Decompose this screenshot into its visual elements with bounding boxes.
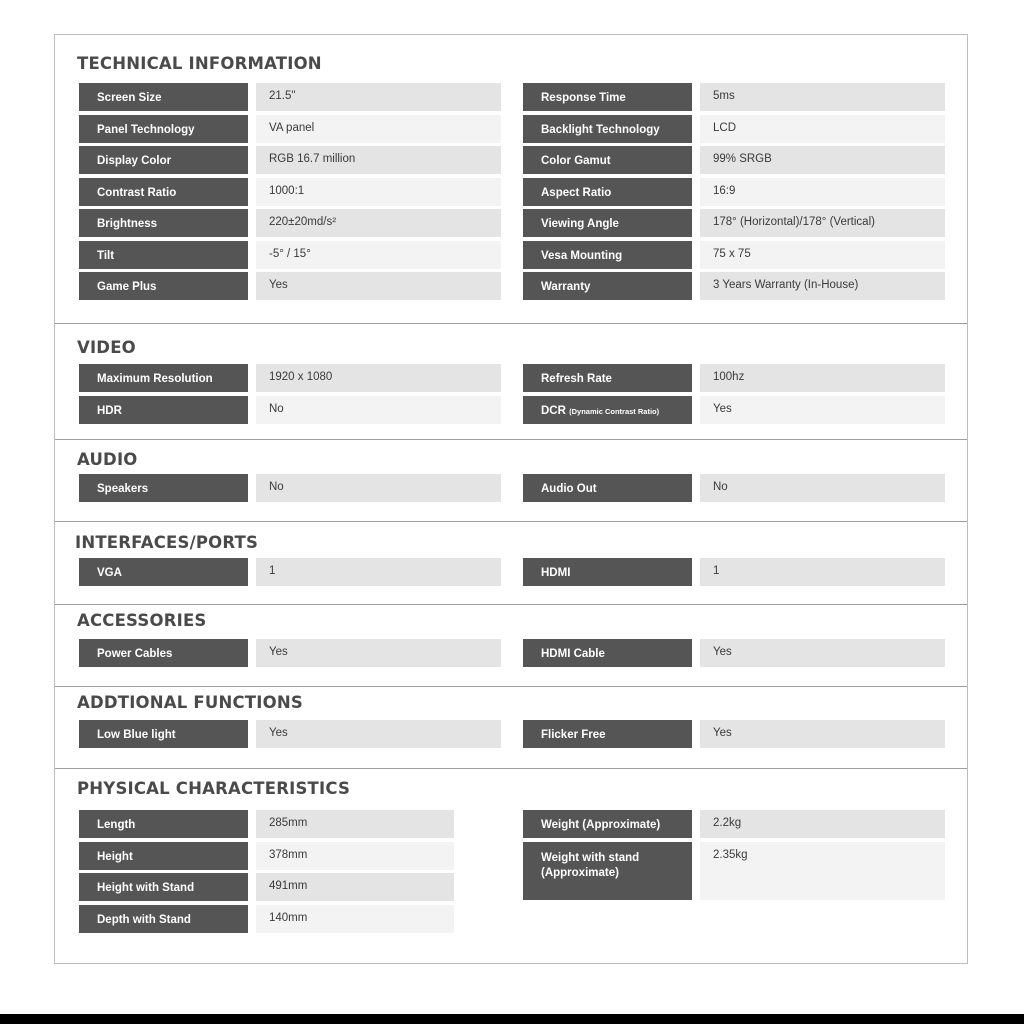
spec-label: Game Plus bbox=[79, 272, 248, 300]
spec-value: VA panel bbox=[256, 115, 501, 143]
spec-label-main: DCR bbox=[541, 404, 566, 417]
spec-label: Panel Technology bbox=[79, 115, 248, 143]
spec-label: Refresh Rate bbox=[523, 364, 692, 392]
section-technical-information bbox=[55, 35, 967, 324]
spec-label: Speakers bbox=[79, 474, 248, 502]
section-title: ACCESSORIES bbox=[77, 611, 207, 630]
spec-value: 285mm bbox=[256, 810, 454, 838]
spec-label: Response Time bbox=[523, 83, 692, 111]
spec-label: Power Cables bbox=[79, 639, 248, 667]
section-audio bbox=[55, 440, 967, 522]
spec-label: Audio Out bbox=[523, 474, 692, 502]
spec-value: Yes bbox=[256, 639, 501, 667]
spec-label: HDR bbox=[79, 396, 248, 424]
section-additional-functions bbox=[55, 687, 967, 769]
spec-label: Display Color bbox=[79, 146, 248, 174]
spec-label: Warranty bbox=[523, 272, 692, 300]
spec-value: 5ms bbox=[700, 83, 945, 111]
spec-label: Color Gamut bbox=[523, 146, 692, 174]
spec-label: Vesa Mounting bbox=[523, 241, 692, 269]
spec-value: 75 x 75 bbox=[700, 241, 945, 269]
spec-label bbox=[523, 396, 692, 424]
spec-value: 99% SRGB bbox=[700, 146, 945, 174]
bottom-bar bbox=[0, 1014, 1024, 1024]
spec-value: 1 bbox=[256, 558, 501, 586]
spec-value: No bbox=[256, 474, 501, 502]
spec-label: Height with Stand bbox=[79, 873, 248, 901]
spec-value: 491mm bbox=[256, 873, 454, 901]
spec-value: Yes bbox=[700, 639, 945, 667]
spec-value: 100hz bbox=[700, 364, 945, 392]
spec-value: No bbox=[256, 396, 501, 424]
section-physical-characteristics bbox=[55, 769, 967, 963]
spec-value: 2.2kg bbox=[700, 810, 945, 838]
spec-label: HDMI Cable bbox=[523, 639, 692, 667]
section-interfaces-ports bbox=[55, 522, 967, 605]
spec-label: Tilt bbox=[79, 241, 248, 269]
spec-value: Yes bbox=[700, 396, 945, 424]
spec-label: VGA bbox=[79, 558, 248, 586]
spec-label: Contrast Ratio bbox=[79, 178, 248, 206]
spec-value: 1 bbox=[700, 558, 945, 586]
spec-label-note: (Dynamic Contrast Ratio) bbox=[569, 406, 660, 416]
section-title: TECHNICAL INFORMATION bbox=[77, 54, 322, 73]
spec-value: No bbox=[700, 474, 945, 502]
section-accessories bbox=[55, 605, 967, 687]
spec-value: RGB 16.7 million bbox=[256, 146, 501, 174]
spec-value: 2.35kg bbox=[700, 842, 945, 900]
section-video bbox=[55, 324, 967, 440]
section-title: INTERFACES/PORTS bbox=[75, 533, 259, 552]
spec-value: Yes bbox=[256, 272, 501, 300]
spec-sheet bbox=[54, 34, 968, 964]
spec-label: Brightness bbox=[79, 209, 248, 237]
spec-value: Yes bbox=[256, 720, 501, 748]
section-title: ADDTIONAL FUNCTIONS bbox=[77, 693, 303, 712]
spec-value: -5° / 15° bbox=[256, 241, 501, 269]
spec-value: Yes bbox=[700, 720, 945, 748]
section-title: PHYSICAL CHARACTERISTICS bbox=[77, 779, 351, 798]
spec-label: Aspect Ratio bbox=[523, 178, 692, 206]
spec-label: Screen Size bbox=[79, 83, 248, 111]
spec-value: 1920 x 1080 bbox=[256, 364, 501, 392]
spec-label: Backlight Technology bbox=[523, 115, 692, 143]
spec-value: 178° (Horizontal)/178° (Vertical) bbox=[700, 209, 945, 237]
spec-label: Depth with Stand bbox=[79, 905, 248, 933]
spec-value: 16:9 bbox=[700, 178, 945, 206]
spec-value: 140mm bbox=[256, 905, 454, 933]
spec-label: Flicker Free bbox=[523, 720, 692, 748]
section-title: VIDEO bbox=[77, 338, 136, 357]
spec-label: Weight with stand (Approximate) bbox=[523, 842, 692, 900]
spec-value: 378mm bbox=[256, 842, 454, 870]
spec-value: 1000:1 bbox=[256, 178, 501, 206]
spec-value: LCD bbox=[700, 115, 945, 143]
spec-label: HDMI bbox=[523, 558, 692, 586]
spec-label: Low Blue light bbox=[79, 720, 248, 748]
spec-value: 220±20md/s² bbox=[256, 209, 501, 237]
spec-label: Weight (Approximate) bbox=[523, 810, 692, 838]
spec-label: Viewing Angle bbox=[523, 209, 692, 237]
spec-value: 21.5" bbox=[256, 83, 501, 111]
spec-label: Maximum Resolution bbox=[79, 364, 248, 392]
spec-label: Height bbox=[79, 842, 248, 870]
spec-label: Length bbox=[79, 810, 248, 838]
spec-value: 3 Years Warranty (In-House) bbox=[700, 272, 945, 300]
section-title: AUDIO bbox=[77, 450, 138, 469]
